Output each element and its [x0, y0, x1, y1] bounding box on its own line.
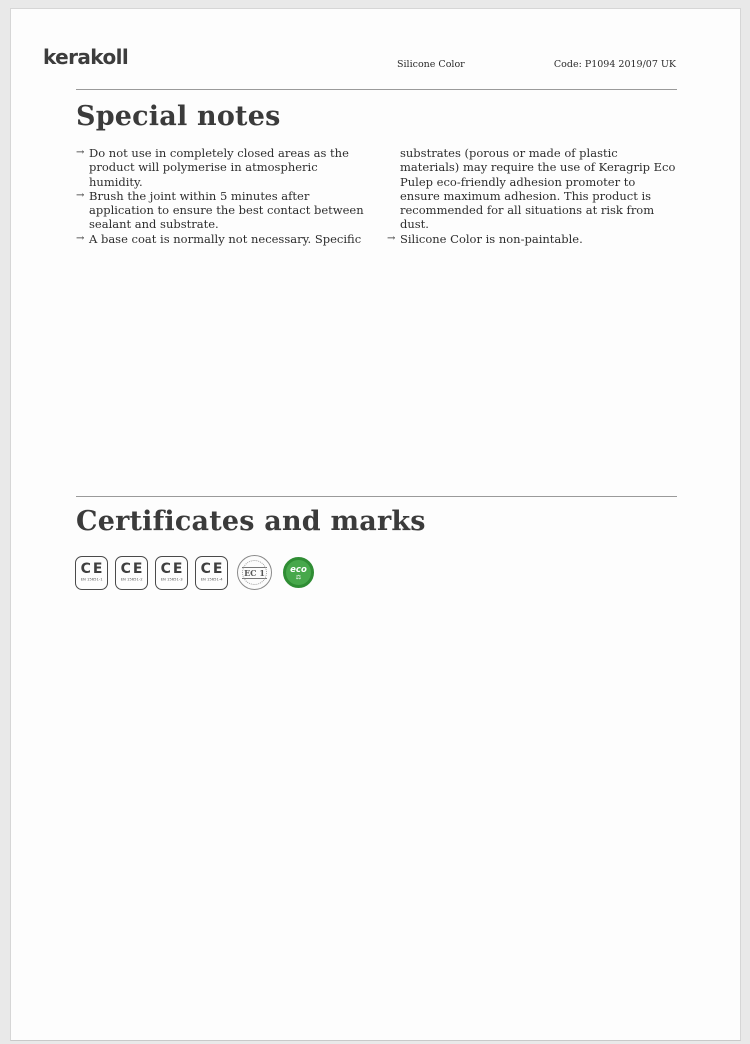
ce-mark-label: CE: [160, 561, 185, 577]
notes-column-right: [387, 146, 677, 246]
note-text: Do not use in completely closed areas as the product will polymerise in atmospheric humidity.: [89, 146, 349, 189]
ce-mark-standard: EN 15651-4: [200, 577, 223, 582]
kerakoll-logo: kerakoll: [43, 45, 129, 69]
header-document-code: Code: P1094 2019/07 UK: [553, 59, 676, 70]
emicode-ec1-mark-icon: [237, 555, 272, 590]
note-continuation: [387, 146, 677, 232]
header-product-name: Silicone Color: [397, 59, 465, 70]
arrow-icon: →: [76, 189, 85, 201]
ce-mark-label: CE: [80, 561, 105, 577]
certificates-title: Certificates and marks: [76, 506, 426, 537]
special-notes-title: Special notes: [76, 101, 281, 132]
certification-marks-row: [75, 555, 314, 590]
ce-mark-standard: EN 15651-3: [160, 577, 183, 582]
note-item: [76, 232, 366, 246]
certificates-divider: [76, 496, 677, 497]
ce-mark-icon: [155, 556, 188, 590]
note-text: A base coat is normally not necessary. Specific: [89, 231, 362, 246]
note-text: Silicone Color is non-paintable.: [400, 231, 583, 246]
arrow-icon: →: [387, 232, 396, 244]
ce-mark-label: CE: [200, 561, 225, 577]
note-item: [76, 146, 366, 189]
ce-mark-icon: [115, 556, 148, 590]
eco-greenbuilding-mark-icon: [283, 557, 314, 588]
ce-mark-icon: [195, 556, 228, 590]
ce-mark-icon: [75, 556, 108, 590]
arrow-icon: →: [76, 147, 85, 158]
ce-mark-label: CE: [120, 561, 145, 577]
ce-mark-standard: EN 15651-1: [80, 577, 103, 582]
note-text: substrates (porous or made of plastic materials) may require the use of Keragrip Eco Pulep eco-friendly adhesion promoter to ensure maximum adhesion. This product is recommended for all situations at risk from dust.: [400, 146, 676, 232]
note-item: [76, 189, 366, 232]
header-divider: [76, 89, 677, 90]
datasheet-page: [10, 8, 741, 1041]
eco-label: eco: [290, 564, 307, 575]
ec1-label: EC 1: [244, 567, 265, 578]
eco-stem-glyph: ⚖: [295, 573, 302, 581]
ce-mark-standard: EN 15651-2: [120, 577, 143, 582]
notes-column-left: [76, 146, 366, 246]
note-item: [387, 232, 677, 246]
note-text: Brush the joint within 5 minutes after application to ensure the best contact between sealant and substrate.: [89, 188, 364, 232]
special-notes-body: [76, 146, 677, 246]
arrow-icon: →: [76, 232, 85, 244]
